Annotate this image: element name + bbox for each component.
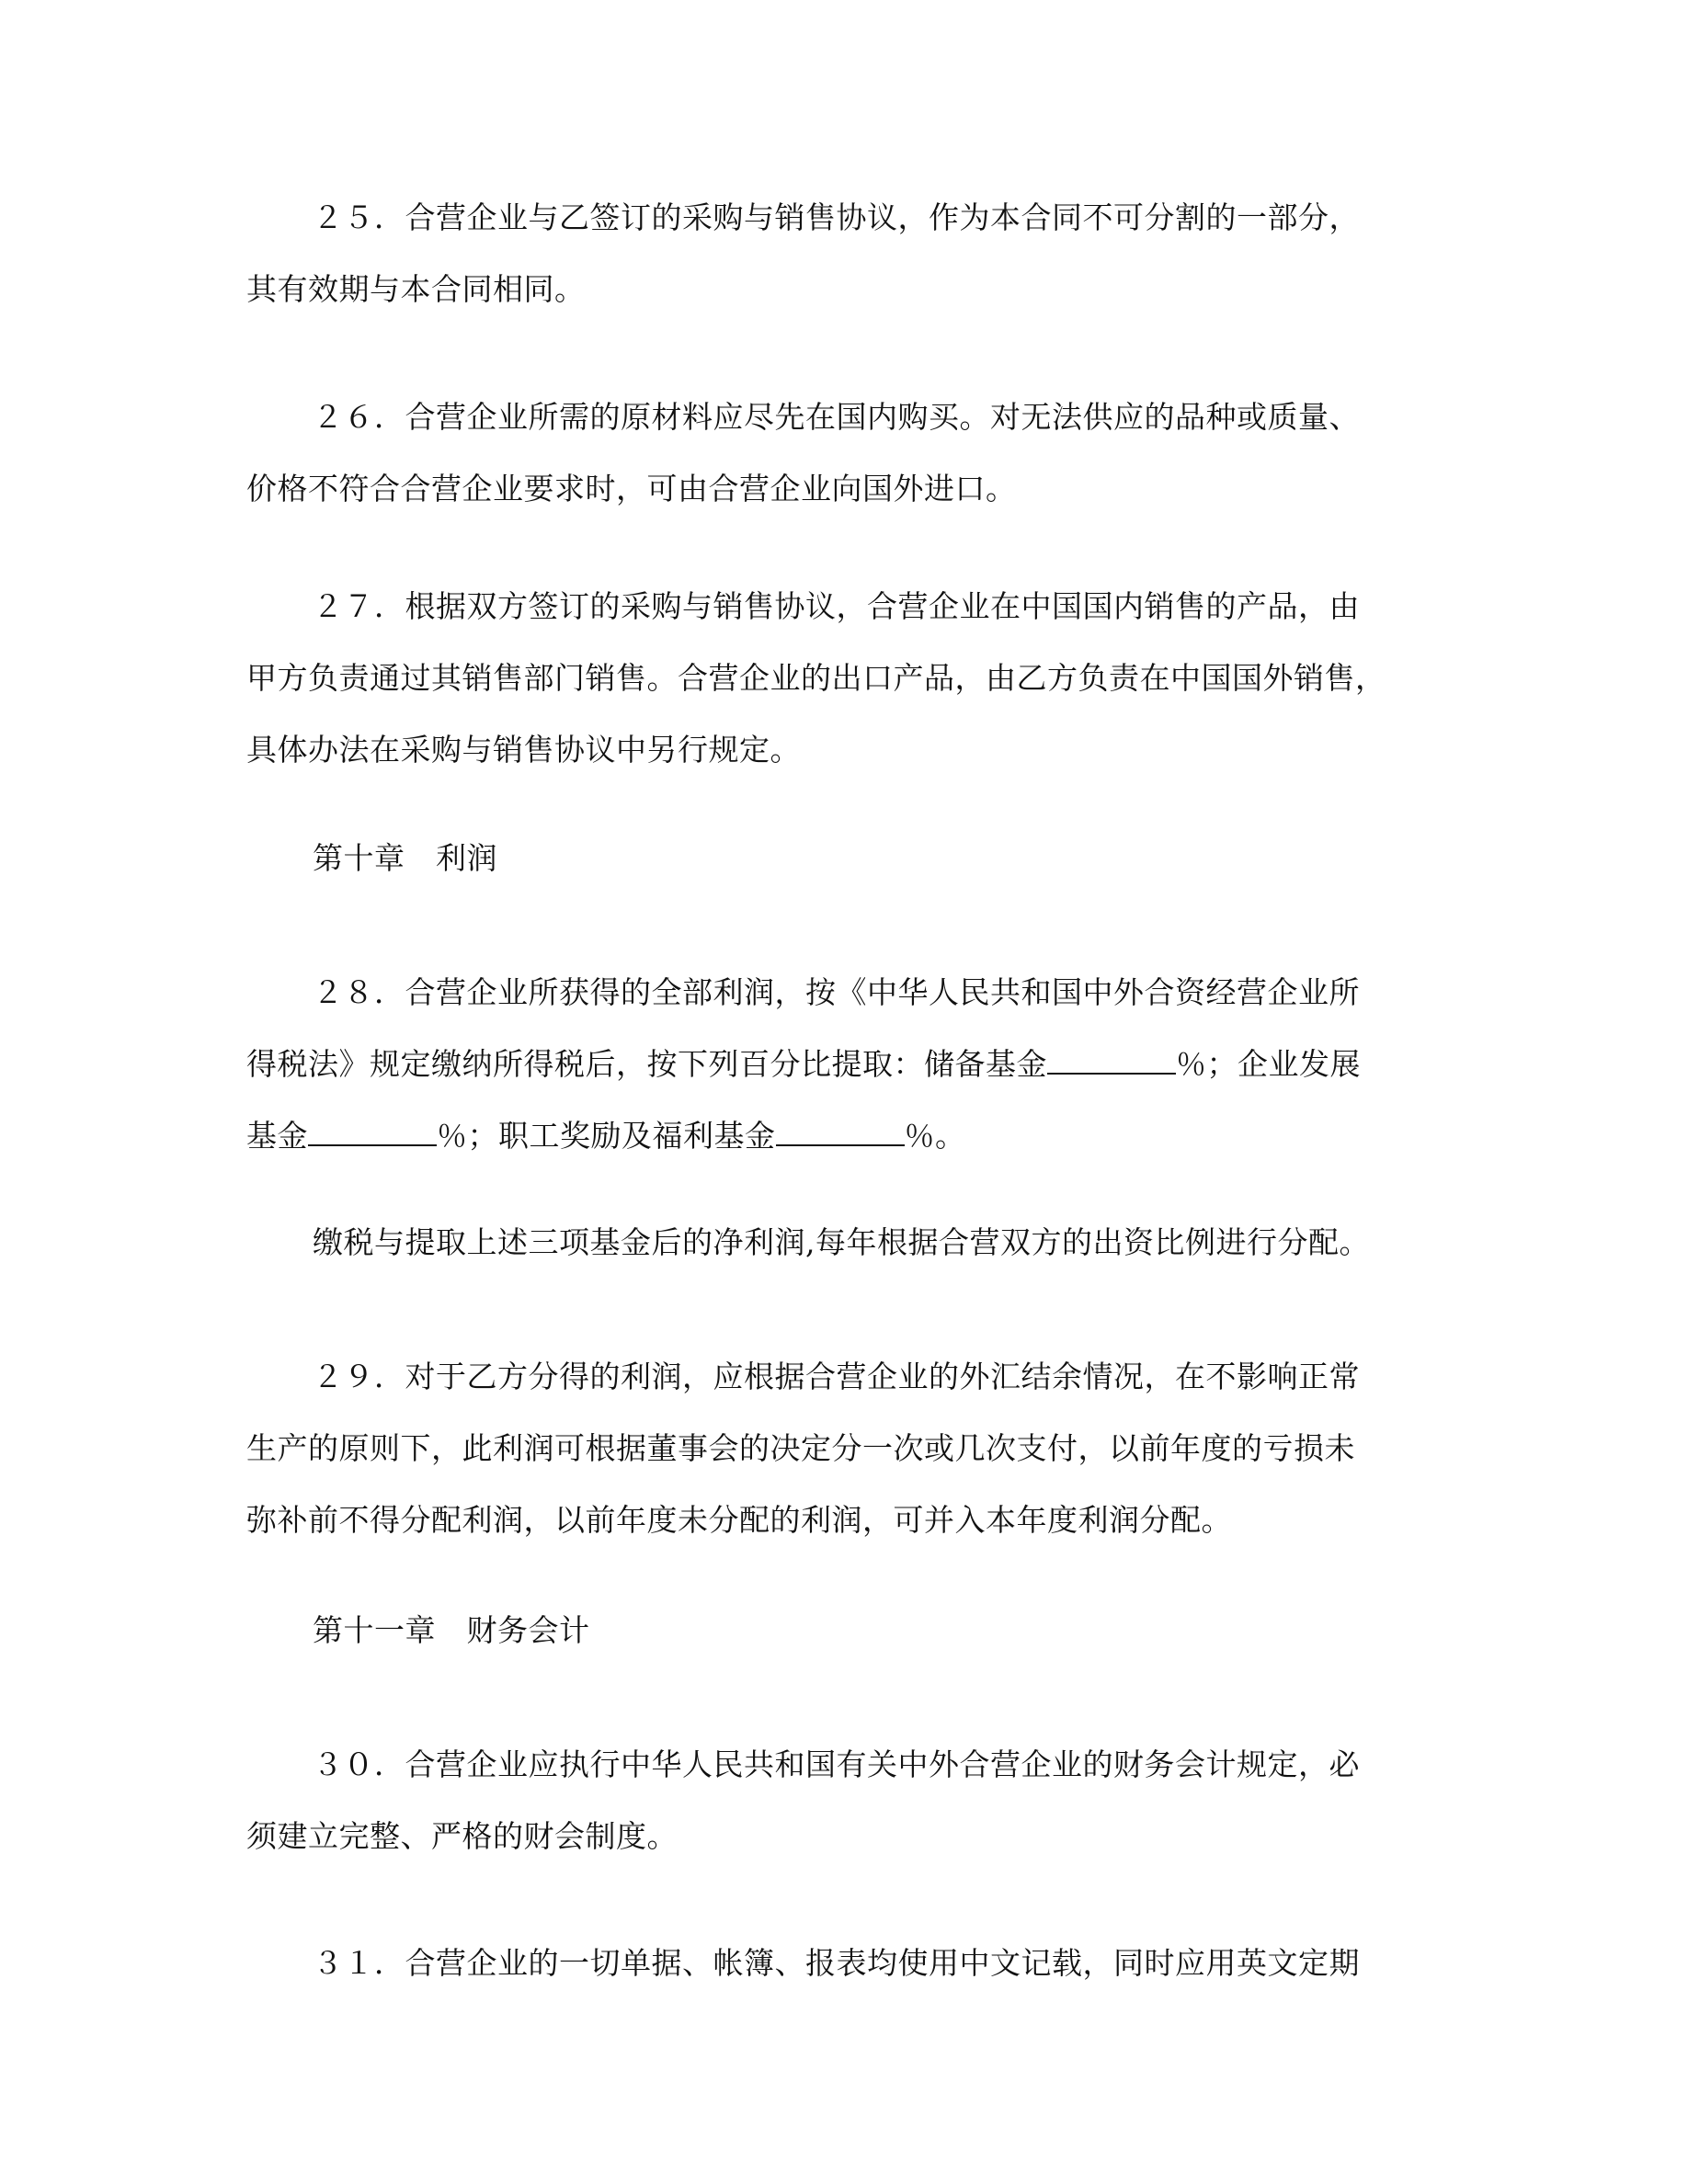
article-25: [246, 182, 1442, 325]
article-29: [246, 1341, 1442, 1556]
article-28-line-2: [246, 1029, 1442, 1100]
profit-distribution-text: 缴税与提取上述三项基金后的净利润,每年根据合营双方的出资比例进行分配。: [313, 1224, 1370, 1260]
welfare-fund-blank: [776, 1117, 905, 1146]
article-30: [246, 1729, 1442, 1872]
profit-distribution: [246, 1207, 1442, 1279]
article-28-line-3-text-b: ％；职工奖励及福利基金: [437, 1118, 776, 1154]
article-28-line-3-text-a: 基金: [246, 1118, 308, 1154]
article-28-line-3: [246, 1100, 1442, 1172]
article-30-line-1: ３０．合营企业应执行中华人民共和国有关中外合营企业的财务会计规定，必: [313, 1746, 1360, 1782]
article-31-line-1: ３１．合营企业的一切单据、帐簿、报表均使用中文记载，同时应用英文定期: [313, 1945, 1360, 1981]
chapter-10-title: 第十章 利润: [313, 840, 497, 876]
article-27: [246, 571, 1442, 786]
chapter-10-heading: [246, 823, 1442, 894]
article-28-line-1: ２８．合营企业所获得的全部利润，按《中华人民共和国中外合资经营企业所: [313, 974, 1360, 1010]
article-30-line-2: 须建立完整、严格的财会制度。: [246, 1818, 678, 1854]
article-28-line-2-tail: ％；企业发展: [1176, 1046, 1361, 1082]
article-26-line-1: ２６．合营企业所需的原材料应尽先在国内购买。对无法供应的品种或质量、: [313, 399, 1360, 435]
article-26-line-2: 价格不符合合营企业要求时，可由合营企业向国外进口。: [246, 471, 1017, 506]
article-28-line-3-text-c: ％。: [904, 1118, 966, 1154]
article-25-line-2: 其有效期与本合同相同。: [246, 271, 586, 307]
article-29-line-3: 弥补前不得分配利润，以前年度未分配的利润，可并入本年度利润分配。: [246, 1502, 1232, 1538]
article-25-line-1: ２５．合营企业与乙签订的采购与销售协议，作为本合同不可分割的一部分，: [313, 199, 1360, 235]
development-fund-blank: [308, 1117, 437, 1146]
article-27-line-3: 具体办法在采购与销售协议中另行规定。: [246, 732, 801, 768]
article-26: [246, 381, 1442, 525]
article-29-line-2: 生产的原则下，此利润可根据董事会的决定分一次或几次支付，以前年度的亏损未: [246, 1430, 1355, 1466]
article-27-line-2: 甲方负责通过其销售部门销售。合营企业的出口产品，由乙方负责在中国国外销售，: [246, 660, 1386, 696]
article-27-line-1: ２７．根据双方签订的采购与销售协议，合营企业在中国国内销售的产品，由: [313, 588, 1360, 624]
chapter-11-heading: [246, 1595, 1442, 1666]
article-28: [246, 957, 1442, 1172]
article-28-line-2-text: 得税法》规定缴纳所得税后，按下列百分比提取：储备基金: [246, 1046, 1047, 1082]
reserve-fund-blank: [1047, 1045, 1176, 1075]
article-29-line-1: ２９．对于乙方分得的利润，应根据合营企业的外汇结余情况，在不影响正常: [313, 1359, 1360, 1394]
article-31: [246, 1928, 1442, 1999]
chapter-11-title: 第十一章 财务会计: [313, 1612, 590, 1648]
